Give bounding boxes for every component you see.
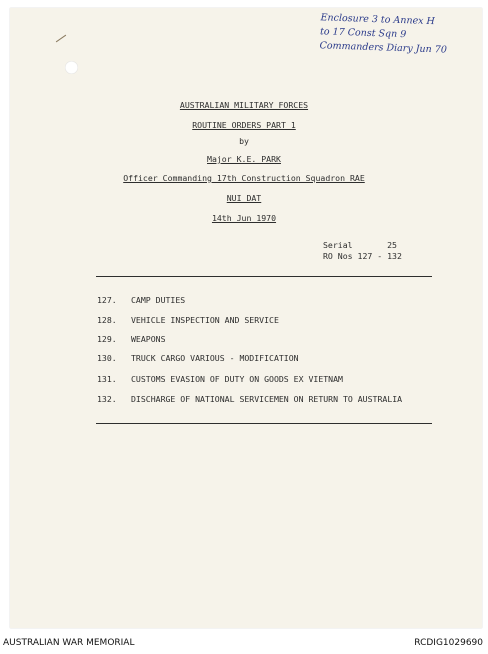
punch-hole bbox=[65, 61, 78, 74]
item-number: 130. bbox=[97, 353, 117, 363]
footer-record-id: RCDIG1029690 bbox=[414, 638, 483, 648]
item-title: WEAPONS bbox=[131, 334, 166, 344]
top-divider bbox=[96, 276, 432, 277]
order-date: 14th Jun 1970 bbox=[211, 213, 277, 223]
item-number: 127. bbox=[97, 295, 117, 305]
item-title: DISCHARGE OF NATIONAL SERVICEMEN ON RETURN TO AUSTRALIA bbox=[131, 394, 403, 404]
by-label: by bbox=[239, 136, 249, 146]
handwritten-line: to 17 Const Sqn 9 bbox=[319, 26, 407, 41]
item-title: CAMP DUTIES bbox=[131, 295, 186, 305]
serial-value: 25 bbox=[387, 240, 397, 250]
item-number: 129. bbox=[97, 334, 117, 344]
list-item bbox=[97, 334, 166, 344]
list-item bbox=[97, 295, 185, 305]
item-title: TRUCK CARGO VARIOUS - MODIFICATION bbox=[131, 353, 299, 363]
item-number: 131. bbox=[97, 374, 117, 384]
officer-name: Major K.E. PARK bbox=[207, 154, 281, 164]
footer-source: AUSTRALIAN WAR MEMORIAL bbox=[3, 638, 135, 648]
list-item bbox=[97, 315, 279, 325]
ro-label: RO Nos bbox=[323, 251, 353, 261]
handwritten-annotation bbox=[319, 11, 480, 59]
pencil-mark bbox=[56, 35, 66, 43]
bottom-divider bbox=[96, 423, 432, 424]
list-item bbox=[97, 374, 343, 384]
location: NUI DAT bbox=[226, 193, 262, 203]
list-item bbox=[97, 394, 402, 404]
list-item bbox=[97, 353, 299, 363]
item-title: VEHICLE INSPECTION AND SERVICE bbox=[131, 315, 279, 325]
ro-value: 127 - 132 bbox=[357, 251, 402, 261]
reference-block bbox=[323, 240, 402, 262]
serial-label: Serial bbox=[323, 240, 353, 250]
officer-appointment: Officer Commanding 17th Construction Squadron RAE bbox=[123, 173, 365, 183]
item-number: 128. bbox=[97, 315, 117, 325]
item-title: CUSTOMS EVASION OF DUTY ON GOODS EX VIETNAM bbox=[131, 374, 343, 384]
organisation-heading: AUSTRALIAN MILITARY FORCES bbox=[179, 100, 309, 110]
order-type-heading: ROUTINE ORDERS PART 1 bbox=[192, 120, 296, 130]
handwritten-line: Enclosure 3 to Annex H bbox=[320, 12, 435, 28]
item-number: 132. bbox=[97, 394, 117, 404]
handwritten-line: Commanders Diary Jun 70 bbox=[319, 40, 448, 56]
